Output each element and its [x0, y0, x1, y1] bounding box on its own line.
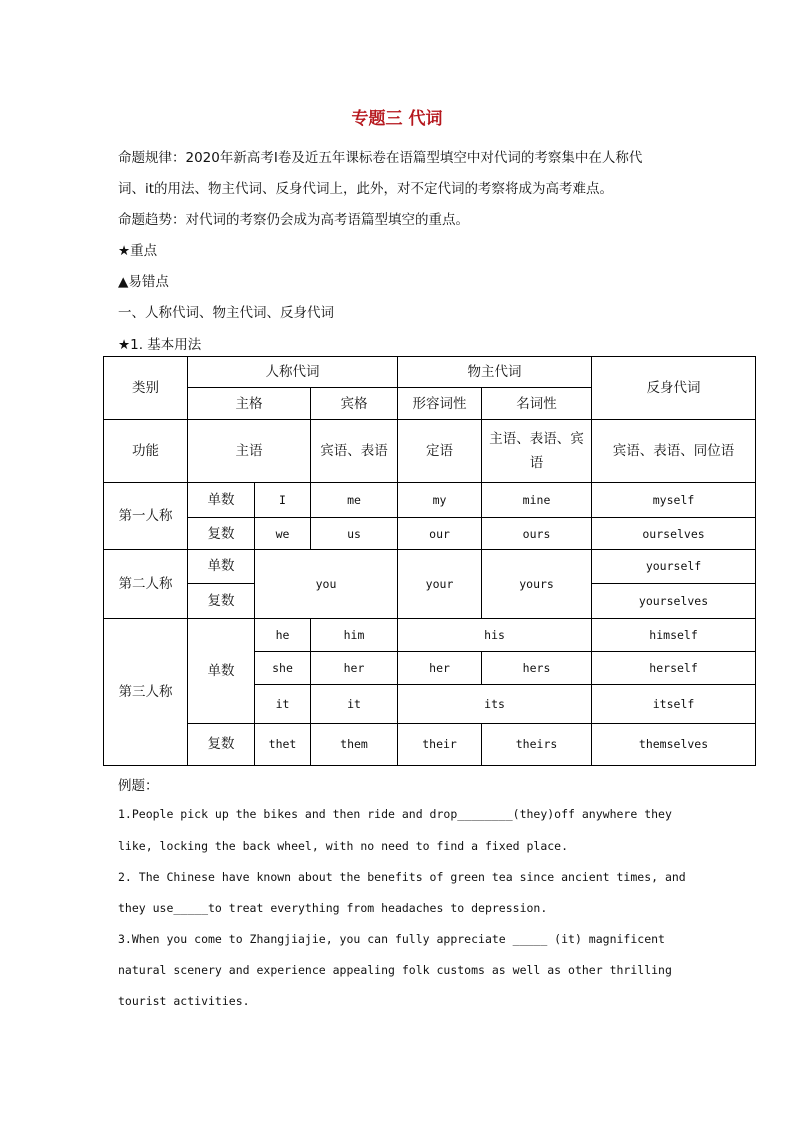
second-person-label: 第二人称: [104, 550, 188, 618]
intro-line-3: 命题趋势：对代词的考察仍会成为高考语篇型填空的重点。: [118, 212, 469, 228]
third-person-label: 第三人称: [104, 618, 188, 765]
header-nominative: 主格: [188, 388, 311, 420]
function-attributive: 定语: [398, 420, 482, 483]
table-cell: her: [311, 651, 398, 684]
table-cell: me: [311, 483, 398, 518]
table-cell: yours: [482, 550, 592, 618]
header-reflexive: 反身代词: [592, 357, 756, 420]
table-cell: theirs: [482, 723, 592, 765]
function-reflexive: 宾语、表语、同位语: [592, 420, 756, 483]
table-cell: he: [255, 618, 311, 651]
table-cell: it: [311, 684, 398, 723]
pronoun-table: [103, 356, 756, 766]
header-personal: 人称代词: [188, 357, 398, 388]
table-cell: she: [255, 651, 311, 684]
function-subject: 主语: [188, 420, 311, 483]
header-adjectival: 形容词性: [398, 388, 482, 420]
table-cell: mine: [482, 483, 592, 518]
table-cell: himself: [592, 618, 756, 651]
table-cell: us: [311, 518, 398, 550]
header-nominal: 名词性: [482, 388, 592, 420]
table-cell: it: [255, 684, 311, 723]
header-category: 类别: [104, 357, 188, 420]
table-cell: ourselves: [592, 518, 756, 550]
key-point-label: ★重点: [118, 243, 158, 259]
function-label: 功能: [104, 420, 188, 483]
table-cell: itself: [592, 684, 756, 723]
table-cell: you: [255, 550, 398, 618]
example-3-line-2: natural scenery and experience appealing folk customs as well as other thrilling: [118, 963, 672, 977]
plural-label: 复数: [188, 518, 255, 550]
table-cell: your: [398, 550, 482, 618]
table-cell: our: [398, 518, 482, 550]
intro-line-2: 词、it的用法、物主代词、反身代词上，此外，对不定代词的考察将成为高考难点。: [118, 181, 614, 197]
table-cell: his: [398, 618, 592, 651]
plural-label: 复数: [188, 583, 255, 618]
section-heading: 一、人称代词、物主代词、反身代词: [118, 305, 334, 321]
error-point-label: ▲易错点: [118, 274, 169, 290]
singular-label: 单数: [188, 483, 255, 518]
table-cell: themselves: [592, 723, 756, 765]
example-2-line-2: they use_____to treat everything from headaches to depression.: [118, 901, 548, 915]
table-cell: myself: [592, 483, 756, 518]
function-object: 宾语、表语: [311, 420, 398, 483]
table-cell: yourselves: [592, 583, 756, 618]
function-nominal: 主语、表语、宾语: [482, 420, 592, 483]
header-objective: 宾格: [311, 388, 398, 420]
singular-label: 单数: [188, 550, 255, 583]
example-3-line-1: 3.When you come to Zhangjiajie, you can fully appreciate _____ (it) magnificent: [118, 932, 665, 946]
table-cell: herself: [592, 651, 756, 684]
header-possessive: 物主代词: [398, 357, 592, 388]
example-1-line-1: 1.People pick up the bikes and then ride and drop________(they)off anywhere they: [118, 807, 672, 821]
table-cell: her: [398, 651, 482, 684]
table-cell: their: [398, 723, 482, 765]
singular-label: 单数: [188, 618, 255, 723]
table-cell: we: [255, 518, 311, 550]
table-cell: hers: [482, 651, 592, 684]
examples-heading: 例题：: [118, 778, 159, 794]
example-3-line-3: tourist activities.: [118, 994, 250, 1008]
example-1-line-2: like, locking the back wheel, with no need to find a fixed place.: [118, 839, 569, 853]
table-cell: yourself: [592, 550, 756, 583]
table-cell: them: [311, 723, 398, 765]
example-2-line-1: 2. The Chinese have known about the benefits of green tea since ancient times, and: [118, 870, 686, 884]
table-cell: its: [398, 684, 592, 723]
table-cell: I: [255, 483, 311, 518]
table-cell: him: [311, 618, 398, 651]
intro-line-1: 命题规律：2020年新高考Ⅰ卷及近五年课标卷在语篇型填空中对代词的考察集中在人称代: [118, 150, 643, 166]
subsection-heading: ★1. 基本用法: [118, 337, 202, 353]
table-cell: ours: [482, 518, 592, 550]
page-title: 专题三 代词: [351, 109, 443, 129]
table-cell: thet: [255, 723, 311, 765]
table-cell: my: [398, 483, 482, 518]
plural-label: 复数: [188, 723, 255, 765]
first-person-label: 第一人称: [104, 483, 188, 550]
